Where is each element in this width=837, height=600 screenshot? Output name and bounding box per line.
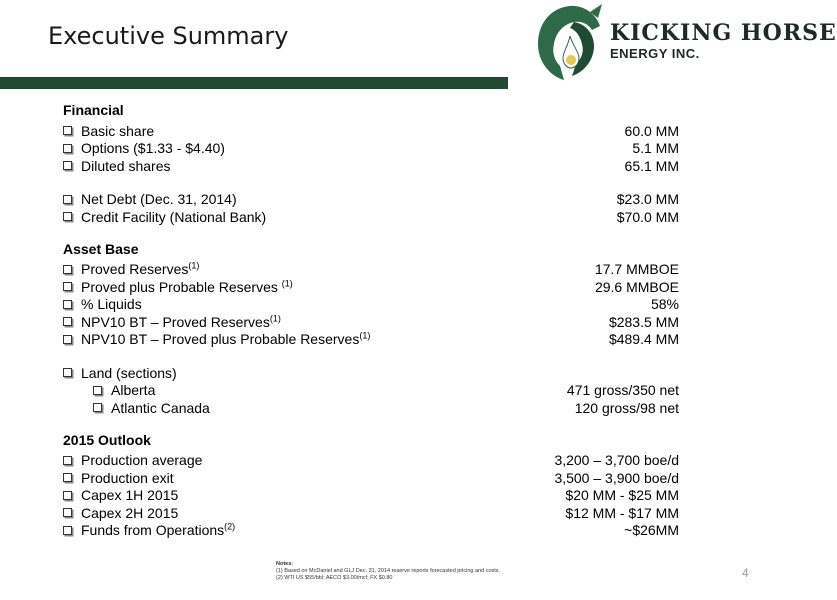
item-label: Credit Facility (National Bank) <box>81 208 267 225</box>
section-heading-financial: Financial <box>63 102 124 118</box>
checkbox-bullet-icon <box>63 195 72 204</box>
checkbox-bullet-icon <box>63 212 72 221</box>
item-label: NPV10 BT – Proved plus Probable Reserves$^{(1)}$ <box>81 330 371 348</box>
item-label: Capex 1H 2015 <box>81 487 179 504</box>
list-subitem <box>63 382 679 400</box>
checkbox-bullet-icon <box>63 300 72 309</box>
item-label: % Liquids <box>81 296 142 313</box>
slide-title: Executive Summary <box>48 22 289 50</box>
checkbox-bullet-icon <box>63 126 72 135</box>
footnotes <box>276 561 500 582</box>
item-label: Diluted shares <box>81 157 171 174</box>
checkbox-bullet-icon <box>63 317 72 326</box>
item-label: Capex 2H 2015 <box>81 504 179 521</box>
list-item <box>63 504 679 522</box>
item-label: Proved plus Probable Reserves $^{(1)}$ <box>81 278 293 295</box>
checkbox-bullet-icon <box>63 335 72 344</box>
list-item <box>63 331 679 349</box>
checkbox-bullet-icon <box>93 403 102 412</box>
checkbox-bullet-icon <box>63 144 72 153</box>
checkbox-bullet-icon <box>63 526 72 535</box>
item-value: 29.6 MMBOE <box>594 278 679 295</box>
item-value: $20 MM - $25 MM <box>565 487 679 504</box>
checkbox-bullet-icon <box>63 473 72 482</box>
item-value: 471 gross/350 net <box>566 382 679 399</box>
horse-head-icon <box>530 2 610 82</box>
item-label: NPV10 BT – Proved Reserves$^{(1)}$ <box>81 313 281 330</box>
list-item <box>63 208 679 226</box>
checkbox-bullet-icon <box>93 386 102 395</box>
item-value: $23.0 MM <box>616 191 679 208</box>
item-label: Options ($1.33 - $4.40) <box>81 140 225 157</box>
item-value: 65.1 MM <box>624 157 679 174</box>
footnote-1: (1) Based on McDaniel and GLJ Dec. 31, 2014 reserve reports forecasted pricing and costs. <box>276 568 501 574</box>
item-value: 17.7 MMBOE <box>594 261 679 278</box>
item-label: Net Debt (Dec. 31, 2014) <box>81 191 237 208</box>
footnote-ref: (1) <box>359 330 371 341</box>
item-label: Basic share <box>81 122 155 139</box>
checkbox-bullet-icon <box>63 456 72 465</box>
list-item <box>63 313 679 331</box>
list-item <box>63 296 679 314</box>
logo-company-suffix: ENERGY INC. <box>610 46 700 61</box>
item-value: 3,200 – 3,700 boe/d <box>554 452 679 469</box>
list-item <box>63 191 679 209</box>
logo-company-name: KICKING HORSE <box>610 20 837 46</box>
item-label: Alberta <box>111 382 156 399</box>
list-item <box>63 522 679 540</box>
item-value: 58% <box>650 296 679 313</box>
item-value: 120 gross/98 net <box>574 399 679 416</box>
item-label: Production average <box>81 452 203 469</box>
list-item <box>63 140 679 158</box>
item-value: 3,500 – 3,900 boe/d <box>554 469 679 486</box>
section-heading-asset-base: Asset Base <box>63 240 139 257</box>
list-item <box>63 452 679 470</box>
section-heading-outlook: 2015 Outlook <box>63 431 151 448</box>
footnote-ref: (1) <box>188 260 200 271</box>
item-value: $489.4 MM <box>608 331 679 348</box>
list-item <box>63 487 679 505</box>
list-item <box>63 278 679 296</box>
item-value: 5.1 MM <box>632 140 679 157</box>
footnote-ref: (2) <box>224 521 236 532</box>
checkbox-bullet-icon <box>63 368 72 377</box>
list-item <box>63 469 679 487</box>
list-subitem <box>63 399 679 417</box>
summary-content <box>63 101 679 539</box>
list-item <box>63 122 679 140</box>
footnote-2: (2) WTI US $55/bbl; AECO $3.00/mcf; FX $0.80 <box>276 575 393 581</box>
item-label: Land (sections) <box>81 364 177 381</box>
item-value: $283.5 MM <box>608 313 679 330</box>
checkbox-bullet-icon <box>63 282 72 291</box>
item-value: ~$26MM <box>624 522 679 539</box>
item-value: 60.0 MM <box>624 122 679 139</box>
item-label: Production exit <box>81 469 174 486</box>
footnote-ref: (1) <box>281 278 293 289</box>
checkbox-bullet-icon <box>63 491 72 500</box>
item-value: $12 MM - $17 MM <box>565 504 679 521</box>
list-item <box>63 261 679 279</box>
checkbox-bullet-icon <box>63 508 72 517</box>
item-label: Atlantic Canada <box>111 399 210 416</box>
header-accent-bar <box>0 77 508 89</box>
checkbox-bullet-icon <box>63 265 72 274</box>
list-item <box>63 364 679 382</box>
footnote-ref: (1) <box>269 313 281 324</box>
item-label: Proved Reserves$^{(1)}$ <box>81 260 200 278</box>
notes-title: Notes: <box>276 561 294 567</box>
checkbox-bullet-icon <box>63 161 72 170</box>
item-label: Funds from Operations$^{(2)}$ <box>81 521 236 539</box>
company-logo <box>530 2 837 82</box>
item-value: $70.0 MM <box>616 208 679 225</box>
page-number: 4 <box>742 566 749 580</box>
list-item <box>63 157 679 175</box>
